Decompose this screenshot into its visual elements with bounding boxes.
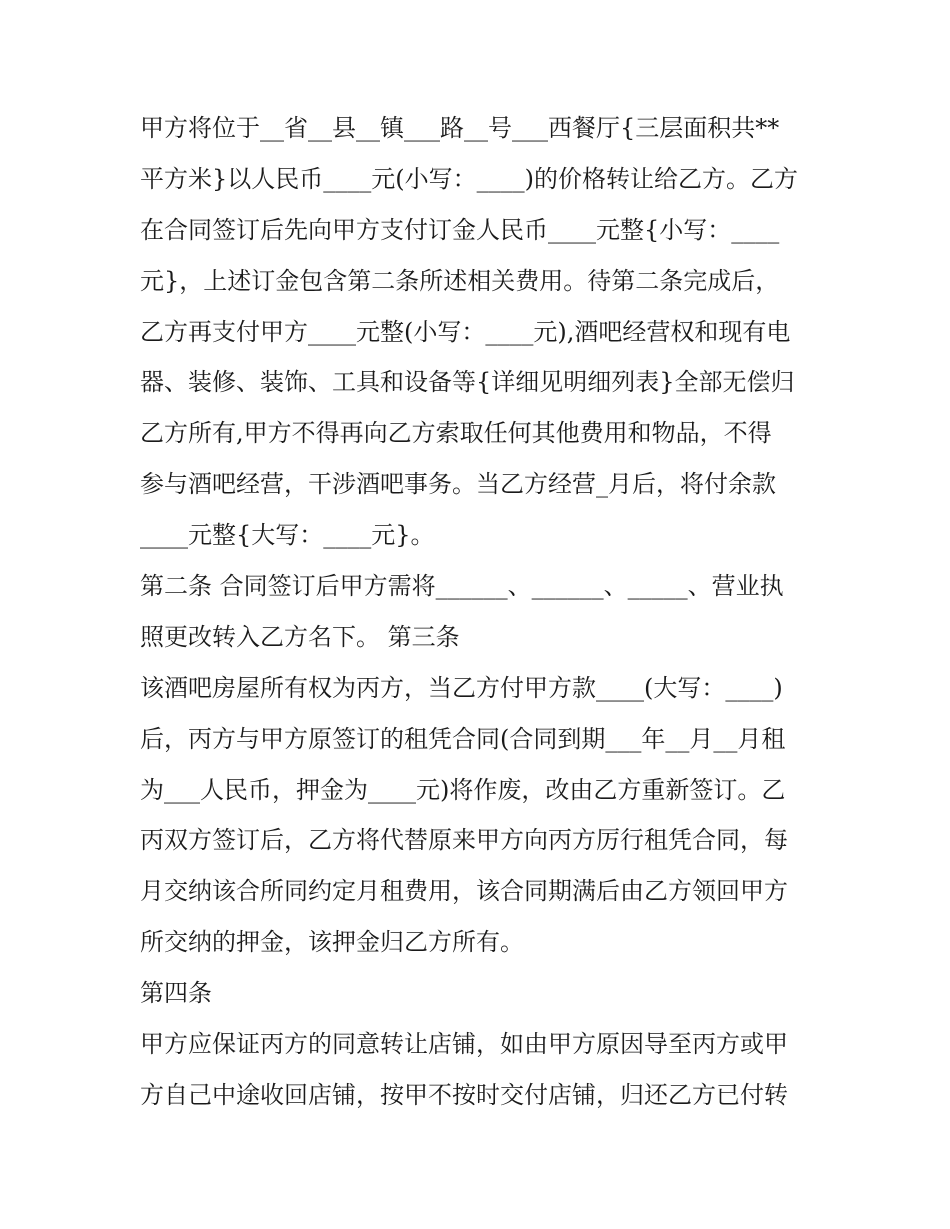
text-line: 甲方将位于__省__县__镇___路__号___西餐厅{三层面积共** (140, 114, 780, 142)
text-line: ____元整{大写：____元}。 (140, 521, 435, 550)
article-two-line: 第二条 合同签订后甲方需将______、______、_____、营业执 (140, 572, 784, 601)
text-line: 丙双方签订后，乙方将代替原来甲方向丙方厉行租凭合同，每 (140, 826, 788, 855)
text-line: 所交纳的押金，该押金归乙方所有。 (140, 928, 524, 957)
text-line: 甲方应保证丙方的同意转让店铺，如由甲方原因导至丙方或甲 (140, 1030, 788, 1059)
contract-text (140, 103, 820, 1121)
article-three-heading-line: 照更改转入乙方名下。 第三条 (140, 622, 460, 651)
text-line: 月交纳该合所同约定月租费用，该合同期满后由乙方领回甲方 (140, 877, 788, 906)
text-line: 后，丙方与甲方原签订的租凭合同(合同到期___年__月__月租 (140, 724, 786, 753)
text-line: 平方米}以人民币____元(小写：____)的价格转让给乙方。乙方 (140, 164, 798, 193)
text-line: 乙方所有,甲方不得再向乙方索取任何其他费用和物品，不得 (140, 419, 772, 448)
article-four-heading: 第四条 (140, 979, 212, 1008)
text-line: 为___人民币，押金为____元)将作废，改由乙方重新签订。乙 (140, 775, 786, 804)
text-line: 在合同签订后先向甲方支付订金人民币____元整{小写：____ (140, 215, 780, 244)
text-line: 乙方再支付甲方____元整(小写：____元),酒吧经营权和现有电 (140, 317, 791, 346)
text-line: 参与酒吧经营，干涉酒吧事务。当乙方经营_月后，将付余款 (140, 470, 776, 499)
text-line: 方自己中途收回店铺，按甲不按时交付店铺，归还乙方已付转 (140, 1080, 788, 1109)
text-line: 元}，上述订金包含第二条所述相关费用。待第二条完成后， (140, 266, 780, 295)
text-line: 器、装修、装饰、工具和设备等{详细见明细列表}全部无偿归 (140, 368, 795, 397)
text-line: 该酒吧房屋所有权为丙方，当乙方付甲方款____(大写：____) (140, 673, 783, 702)
